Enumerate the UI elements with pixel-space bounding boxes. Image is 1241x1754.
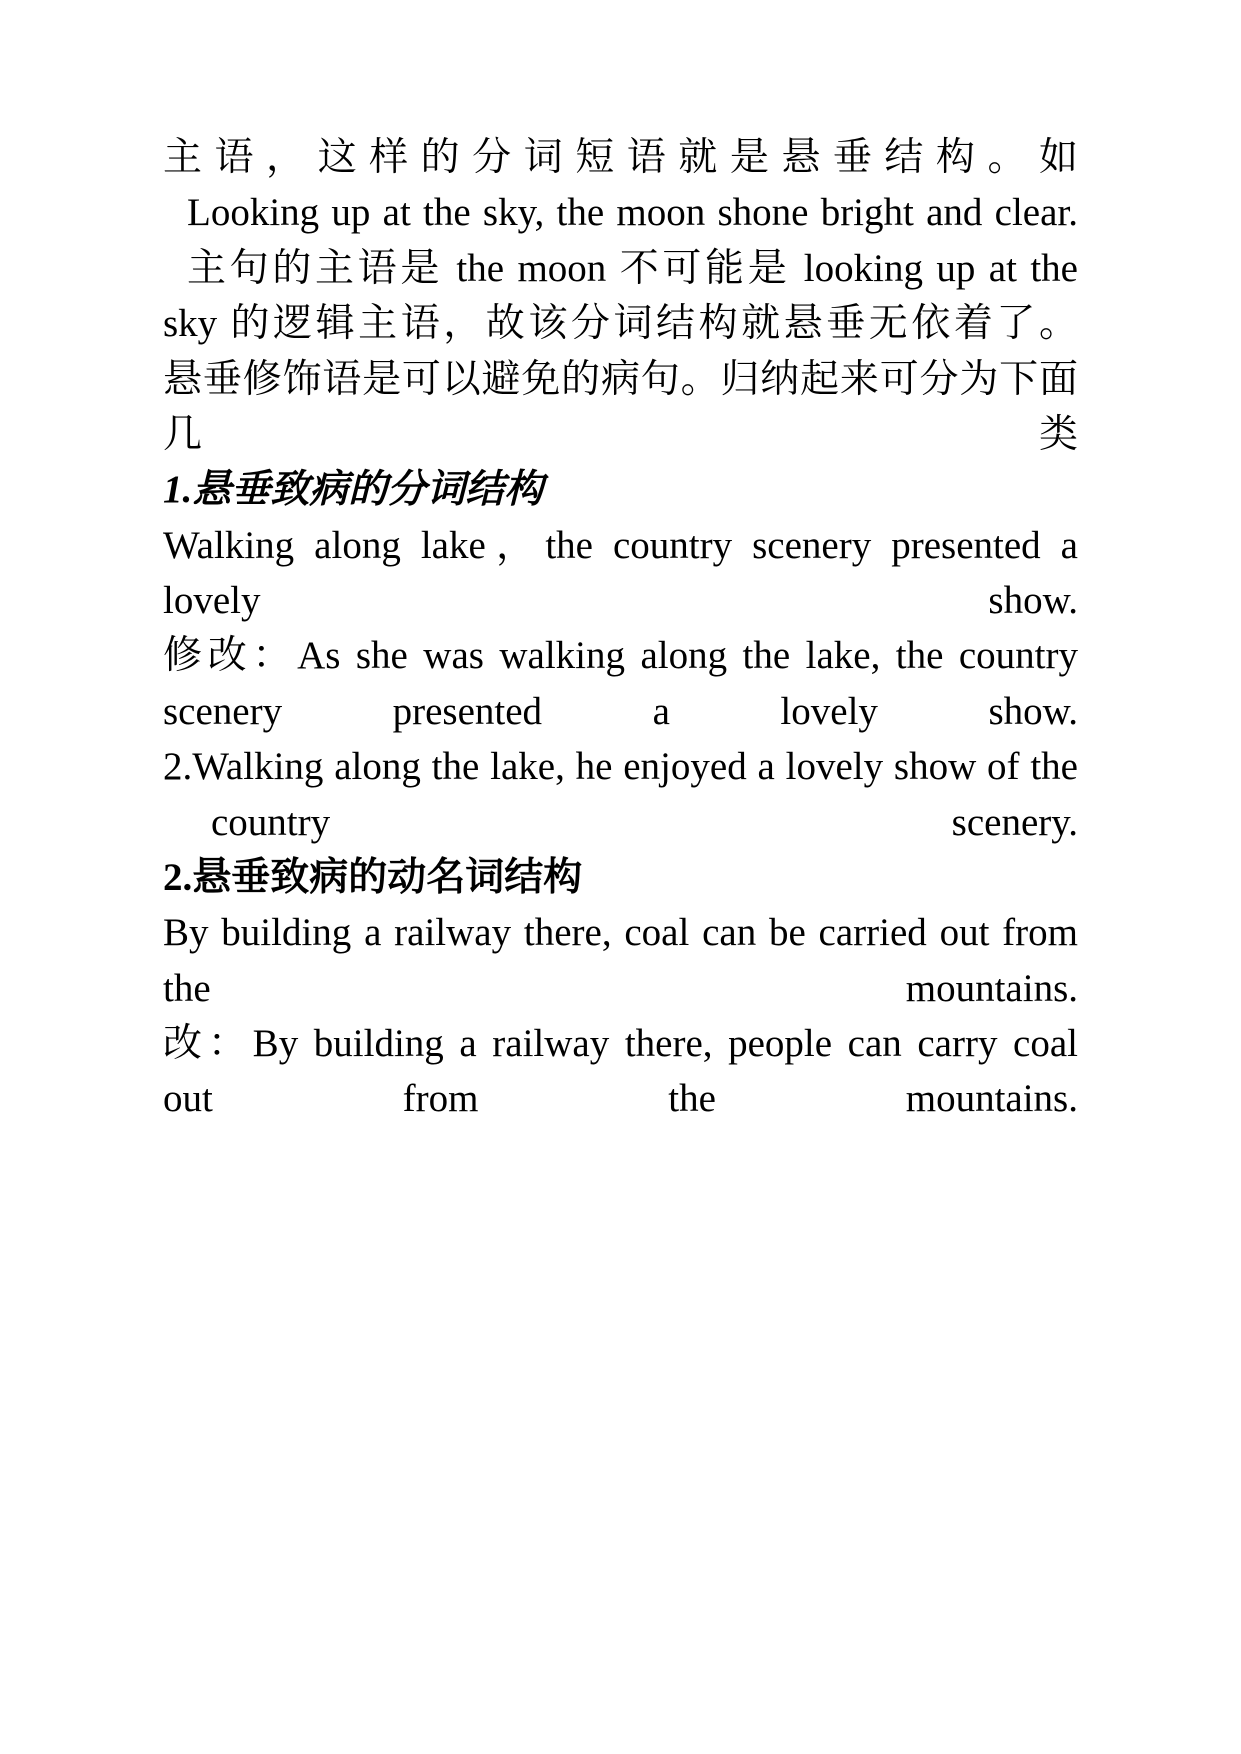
- paragraph-8: 2.Walking along the lake, he enjoyed a lovely show of the country scenery.: [163, 745, 1078, 844]
- paragraph-6: Walking along lake，the country scenery presented a lovely show.: [163, 523, 1078, 622]
- paragraph-7: 修改：As she was walking along the lake, the country scenery presented a lovely show.: [163, 634, 1078, 733]
- document-body: [163, 130, 1078, 1127]
- paragraph-4: 悬垂修饰语是可以避免的病句。归纳起来可分为下面几类: [163, 357, 1078, 456]
- paragraph-3: 主句的主语是 the moon 不可能是 looking up at the sky 的逻辑主语，故该分词结构就悬垂无依着了。: [163, 246, 1078, 346]
- paragraph-11: 改：By building a railway there, people can carry coal out from the mountains.: [163, 1022, 1078, 1121]
- paragraph-10: By building a railway there, coal can be carried out from the mountains.: [163, 911, 1078, 1010]
- heading-2: 2.悬垂致病的动名词结构: [163, 855, 583, 899]
- heading-1: 1.悬垂致病的分词结构: [163, 468, 544, 512]
- paragraph-2: Looking up at the sky, the moon shone bright and clear.: [187, 191, 1078, 235]
- paragraph-1: 主语，这样的分词短语就是悬垂结构。如: [163, 136, 1078, 179]
